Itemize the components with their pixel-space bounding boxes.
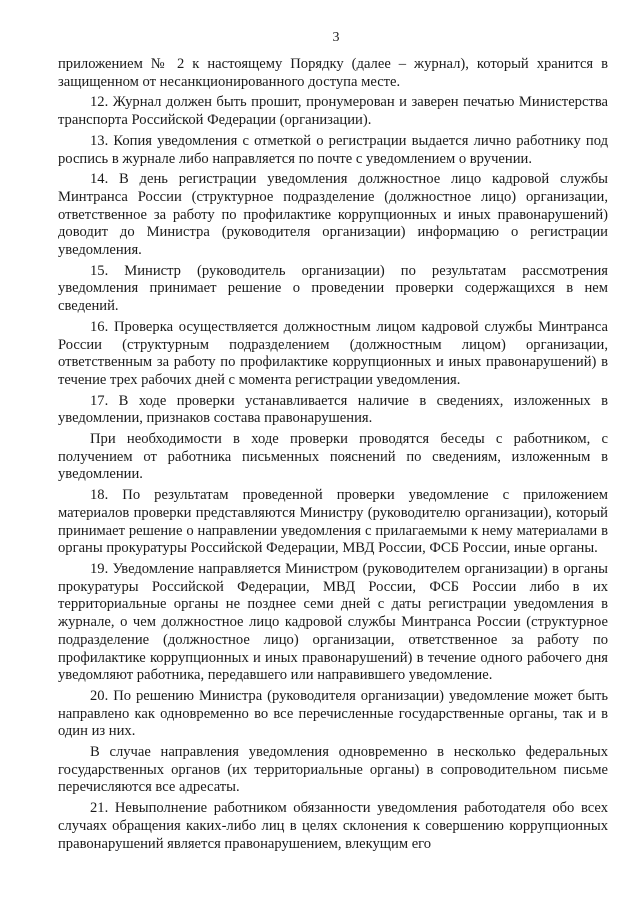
paragraph-17: 17. В ходе проверки устанавливается наличие в сведениях, изложенных в уведомлении, признаков состава правонарушения. [58,392,608,427]
paragraph-14: 14. В день регистрации уведомления должностное лицо кадровой службы Минтранса России (структурное подразделение (должностное лицо) организации, ответственное за работу по профилактике коррупционных и иных правонарушений) доводит до Министра (руководителя организации) информацию о регистрации уведомления. [58,171,608,259]
paragraph-15: 15. Министр (руководитель организации) по результатам рассмотрения уведомления принимает решение о проведении проверки содержащихся в нем сведений. [58,262,608,315]
paragraph-20: 20. По решению Министра (руководителя организации) уведомление может быть направлено как одновременно во все перечисленные государственные органы, так и в один из них. [58,687,608,740]
paragraph-19: 19. Уведомление направляется Министром (руководителем организации) в органы прокуратуры Российской Федерации, МВД России, ФСБ России либо в их территориальные органы не позднее семи дней с даты регистрации уведомления в журнале, о чем должностное лицо кадровой службы Минтранса России (структурное подразделение (должностное лицо) организации, ответственное за работу по профилактике коррупционных и иных правонарушений) в течение одного рабочего дня уведомляют работника, передавшего или направившего уведомление. [58,560,608,684]
paragraph-18: 18. По результатам проведенной проверки уведомление с приложением материалов проверки представляются Министру (руководителю организации), который принимает решение о направлении уведомления с прилагаемыми к нему материалами в органы прокуратуры Российской Федерации, МВД России, ФСБ России, иные органы. [58,487,608,557]
paragraph-13: 13. Копия уведомления с отметкой о регистрации выдается лично работнику под роспись в журнале либо направляется по почте с уведомлением о вручении. [58,132,608,167]
paragraph-17-note: При необходимости в ходе проверки проводятся беседы с работником, с получением от работника письменных пояснений по сведениям, изложенным в уведомлении. [58,431,608,483]
paragraph-16: 16. Проверка осуществляется должностным лицом кадровой службы Минтранса России (структурным подразделением (должностным лицом) организации, ответственным за работу по профилактике коррупционных и иных правонарушений) в течение трех рабочих дней с момента регистрации уведомления. [58,318,608,388]
paragraph-continuation: приложением № 2 к настоящему Порядку (далее – журнал), который хранится в защищенном от несанкционированного доступа месте. [58,56,608,90]
paragraph-12: 12. Журнал должен быть прошит, пронумерован и заверен печатью Министерства транспорта Российской Федерации (организации). [58,94,608,129]
paragraph-21: 21. Невыполнение работником обязанности уведомления работодателя обо всех случаях обращения каких-либо лиц в целях склонения к совершению коррупционных правонарушений является правонарушением, влекущим его [58,800,608,852]
page-number: 3 [332,30,340,45]
paragraph-20-note: В случае направления уведомления одновременно в несколько федеральных государственных органов (их территориальные органы) в сопроводительном письме перечисляются все адресаты. [58,744,608,796]
